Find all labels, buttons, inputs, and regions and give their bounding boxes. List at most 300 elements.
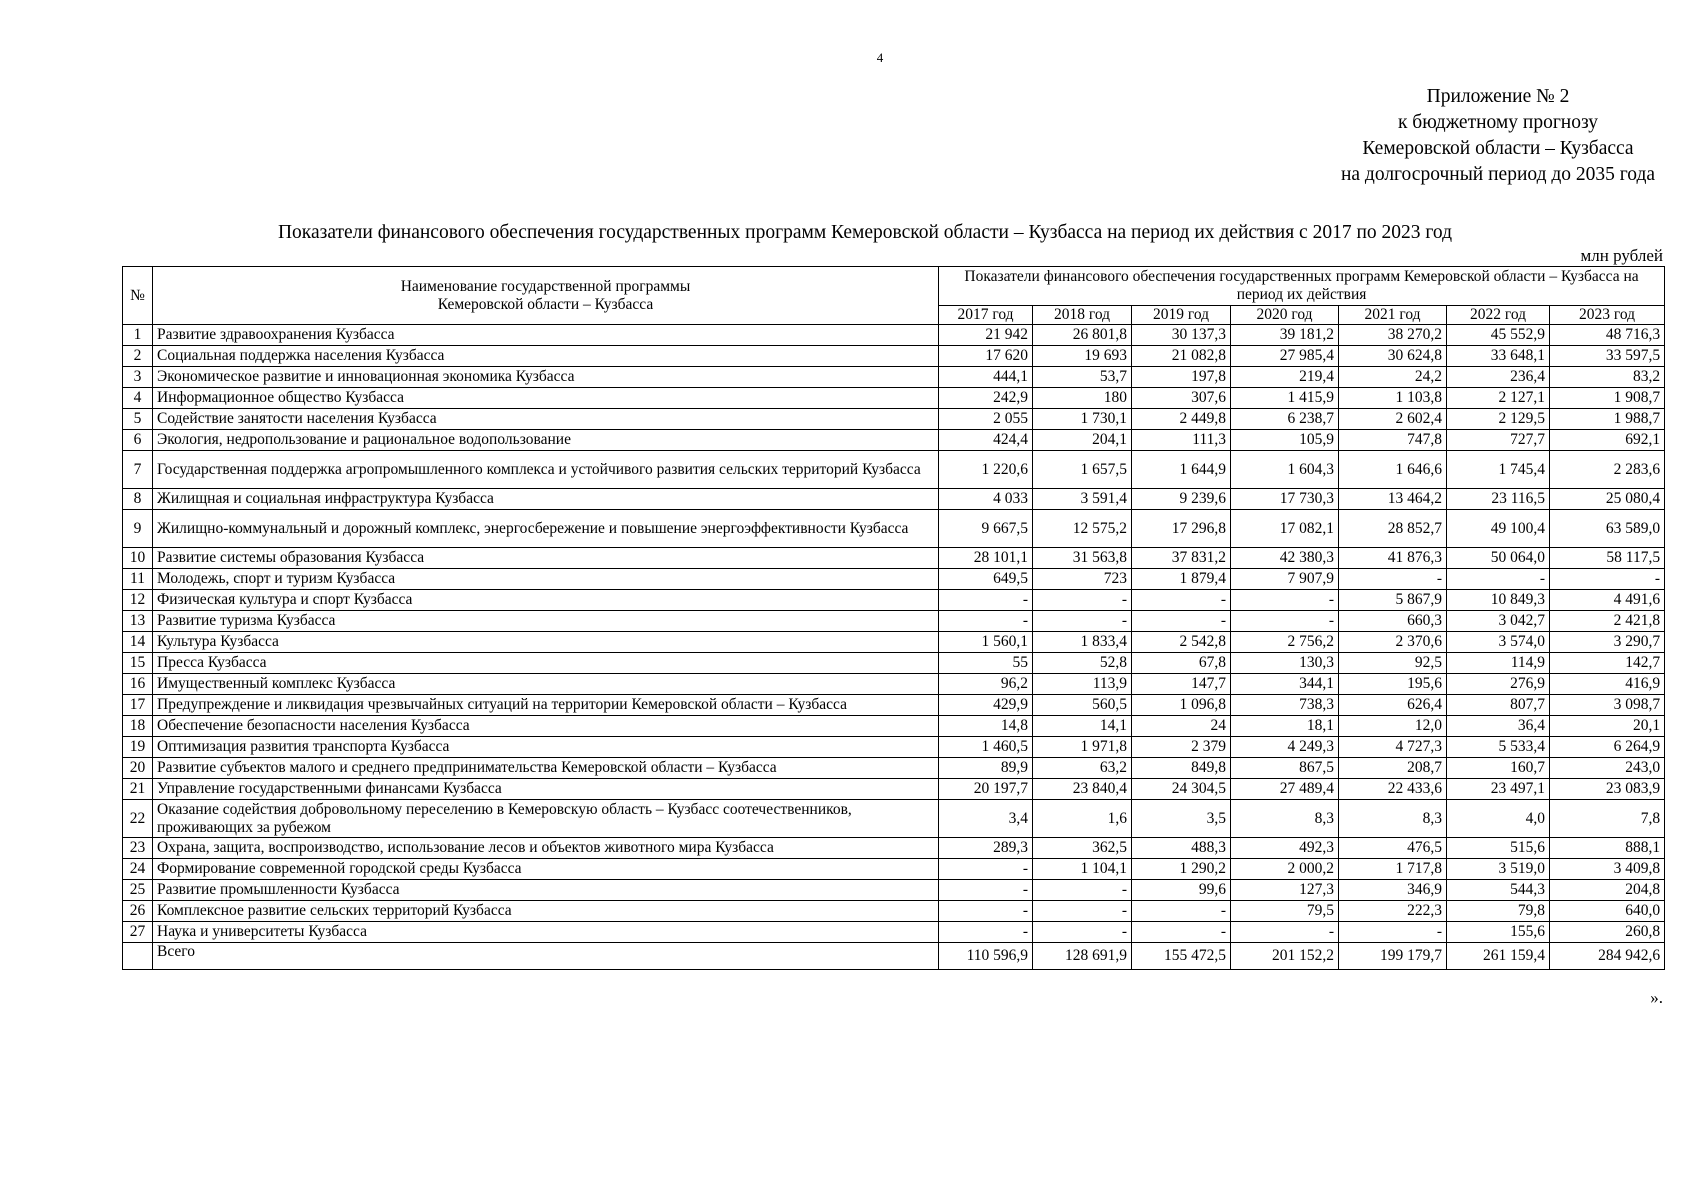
program-name: Социальная поддержка населения Кузбасса	[153, 346, 939, 367]
value-cell: 660,3	[1339, 611, 1447, 632]
value-cell: 2 055	[939, 409, 1033, 430]
value-cell: 7 907,9	[1231, 569, 1339, 590]
row-number: 9	[123, 510, 153, 548]
value-cell: 242,9	[939, 388, 1033, 409]
table-row	[123, 779, 1665, 800]
value-cell: -	[1231, 922, 1339, 943]
value-cell: 3 591,4	[1033, 489, 1132, 510]
value-cell: 31 563,8	[1033, 548, 1132, 569]
table-row	[123, 569, 1665, 590]
value-cell: 23 083,9	[1550, 779, 1665, 800]
value-cell: 39 181,2	[1231, 325, 1339, 346]
value-cell: 2 000,2	[1231, 859, 1339, 880]
value-cell: 1 717,8	[1339, 859, 1447, 880]
row-number: 15	[123, 653, 153, 674]
total-label: Всего	[153, 943, 939, 970]
value-cell: 9 239,6	[1132, 489, 1231, 510]
value-cell: 17 082,1	[1231, 510, 1339, 548]
value-cell: 204,1	[1033, 430, 1132, 451]
value-cell: 48 716,3	[1550, 325, 1665, 346]
value-cell: 5 867,9	[1339, 590, 1447, 611]
program-name: Содействие занятости населения Кузбасса	[153, 409, 939, 430]
table-row	[123, 430, 1665, 451]
value-cell: 195,6	[1339, 674, 1447, 695]
row-number: 21	[123, 779, 153, 800]
row-number: 10	[123, 548, 153, 569]
value-cell: 10 849,3	[1447, 590, 1550, 611]
header-number: №	[123, 267, 153, 325]
program-name: Оптимизация развития транспорта Кузбасса	[153, 737, 939, 758]
page-number: 4	[876, 50, 884, 65]
value-cell: 113,9	[1033, 674, 1132, 695]
value-cell: 807,7	[1447, 695, 1550, 716]
program-name: Жилищно-коммунальный и дорожный комплекс, энергосбережение и повышение энергоэффективности Кузбасса	[153, 510, 939, 548]
value-cell: 83,2	[1550, 367, 1665, 388]
document-title: Показатели финансового обеспечения государственных программ Кемеровской области – Кузбасса на период их действия с 2017 по 2023 год	[277, 222, 1453, 243]
value-cell: 27 985,4	[1231, 346, 1339, 367]
program-name: Культура Кузбасса	[153, 632, 939, 653]
header-year: 2019 год	[1132, 306, 1231, 325]
value-cell: 204,8	[1550, 880, 1665, 901]
program-name: Экология, недропользование и рациональное водопользование	[153, 430, 939, 451]
header-year: 2022 год	[1447, 306, 1550, 325]
row-number	[123, 943, 153, 970]
value-cell: 738,3	[1231, 695, 1339, 716]
row-number: 17	[123, 695, 153, 716]
value-cell: 276,9	[1447, 674, 1550, 695]
value-cell: 21 942	[939, 325, 1033, 346]
table-row	[123, 346, 1665, 367]
header-year: 2023 год	[1550, 306, 1665, 325]
value-cell: 26 801,8	[1033, 325, 1132, 346]
value-cell: 219,4	[1231, 367, 1339, 388]
program-name: Физическая культура и спорт Кузбасса	[153, 590, 939, 611]
value-cell: 488,3	[1132, 838, 1231, 859]
value-cell: 180	[1033, 388, 1132, 409]
value-cell: -	[939, 880, 1033, 901]
value-cell: 2 127,1	[1447, 388, 1550, 409]
appendix-heading	[1333, 84, 1663, 188]
program-name: Оказание содействия добровольному переселению в Кемеровскую область – Кузбасс соотечественников, проживающих за рубежом	[153, 800, 939, 838]
value-cell: 3 519,0	[1447, 859, 1550, 880]
table-row	[123, 674, 1665, 695]
row-number: 7	[123, 451, 153, 489]
value-cell: 160,7	[1447, 758, 1550, 779]
value-cell: 20 197,7	[939, 779, 1033, 800]
value-cell: 260,8	[1550, 922, 1665, 943]
program-name: Развитие промышленности Кузбасса	[153, 880, 939, 901]
value-cell: 2 370,6	[1339, 632, 1447, 653]
value-cell: 3,4	[939, 800, 1033, 838]
value-cell: 3 098,7	[1550, 695, 1665, 716]
value-cell: 1 730,1	[1033, 409, 1132, 430]
value-cell: 79,5	[1231, 901, 1339, 922]
value-cell: 429,9	[939, 695, 1033, 716]
value-cell: 30 137,3	[1132, 325, 1231, 346]
row-number: 25	[123, 880, 153, 901]
value-cell: 515,6	[1447, 838, 1550, 859]
row-number: 20	[123, 758, 153, 779]
program-name: Развитие системы образования Кузбасса	[153, 548, 939, 569]
value-cell: 3 409,8	[1550, 859, 1665, 880]
table-row	[123, 548, 1665, 569]
value-cell: 142,7	[1550, 653, 1665, 674]
total-value-cell: 110 596,9	[939, 943, 1033, 970]
value-cell: 4 491,6	[1550, 590, 1665, 611]
value-cell: 723	[1033, 569, 1132, 590]
program-name: Жилищная и социальная инфраструктура Кузбасса	[153, 489, 939, 510]
header-group: Показатели финансового обеспечения государственных программ Кемеровской области – Кузбасса на период их действия	[939, 267, 1665, 306]
value-cell: 36,4	[1447, 716, 1550, 737]
value-cell: -	[1132, 611, 1231, 632]
value-cell: 2 421,8	[1550, 611, 1665, 632]
value-cell: 2 283,6	[1550, 451, 1665, 489]
value-cell: 3 290,7	[1550, 632, 1665, 653]
value-cell: 17 730,3	[1231, 489, 1339, 510]
program-name: Комплексное развитие сельских территорий Кузбасса	[153, 901, 939, 922]
value-cell: 13 464,2	[1339, 489, 1447, 510]
value-cell: 1 988,7	[1550, 409, 1665, 430]
value-cell: 289,3	[939, 838, 1033, 859]
value-cell: 2 129,5	[1447, 409, 1550, 430]
header-year: 2018 год	[1033, 306, 1132, 325]
value-cell: -	[1132, 590, 1231, 611]
table-row	[123, 451, 1665, 489]
value-cell: 3 574,0	[1447, 632, 1550, 653]
value-cell: 127,3	[1231, 880, 1339, 901]
value-cell: 33 597,5	[1550, 346, 1665, 367]
total-row	[123, 943, 1665, 970]
value-cell: 424,4	[939, 430, 1033, 451]
program-name: Пресса Кузбасса	[153, 653, 939, 674]
program-name: Имущественный комплекс Кузбасса	[153, 674, 939, 695]
value-cell: 22 433,6	[1339, 779, 1447, 800]
value-cell: -	[1033, 880, 1132, 901]
header-year: 2017 год	[939, 306, 1033, 325]
value-cell: 92,5	[1339, 653, 1447, 674]
value-cell: 28 101,1	[939, 548, 1033, 569]
total-value-cell: 128 691,9	[1033, 943, 1132, 970]
value-cell: 24	[1132, 716, 1231, 737]
value-cell: 20,1	[1550, 716, 1665, 737]
value-cell: -	[1033, 901, 1132, 922]
value-cell: -	[939, 611, 1033, 632]
value-cell: 96,2	[939, 674, 1033, 695]
value-cell: 346,9	[1339, 880, 1447, 901]
value-cell: 747,8	[1339, 430, 1447, 451]
value-cell: 2 602,4	[1339, 409, 1447, 430]
value-cell: 727,7	[1447, 430, 1550, 451]
value-cell: 9 667,5	[939, 510, 1033, 548]
value-cell: 2 756,2	[1231, 632, 1339, 653]
value-cell: 344,1	[1231, 674, 1339, 695]
row-number: 11	[123, 569, 153, 590]
value-cell: 692,1	[1550, 430, 1665, 451]
value-cell: 53,7	[1033, 367, 1132, 388]
value-cell: 23 116,5	[1447, 489, 1550, 510]
value-cell: 19 693	[1033, 346, 1132, 367]
appendix-line: Кемеровской области – Кузбасса	[1362, 138, 1634, 159]
table-row	[123, 388, 1665, 409]
table-row	[123, 510, 1665, 548]
total-value-cell: 201 152,2	[1231, 943, 1339, 970]
value-cell: 12,0	[1339, 716, 1447, 737]
table-row	[123, 880, 1665, 901]
total-value-cell: 199 179,7	[1339, 943, 1447, 970]
value-cell: 24,2	[1339, 367, 1447, 388]
value-cell: 14,1	[1033, 716, 1132, 737]
value-cell: 105,9	[1231, 430, 1339, 451]
value-cell: -	[939, 901, 1033, 922]
header-year: 2020 год	[1231, 306, 1339, 325]
table-row	[123, 590, 1665, 611]
value-cell: 1 644,9	[1132, 451, 1231, 489]
row-number: 18	[123, 716, 153, 737]
program-name: Молодежь, спорт и туризм Кузбасса	[153, 569, 939, 590]
value-cell: 649,5	[939, 569, 1033, 590]
row-number: 27	[123, 922, 153, 943]
table-row	[123, 367, 1665, 388]
value-cell: 8,3	[1339, 800, 1447, 838]
value-cell: 416,9	[1550, 674, 1665, 695]
value-cell: -	[1033, 922, 1132, 943]
value-cell: 888,1	[1550, 838, 1665, 859]
value-cell: 25 080,4	[1550, 489, 1665, 510]
row-number: 1	[123, 325, 153, 346]
financing-table	[122, 266, 1665, 970]
row-number: 23	[123, 838, 153, 859]
row-number: 13	[123, 611, 153, 632]
value-cell: 236,4	[1447, 367, 1550, 388]
header-year: 2021 год	[1339, 306, 1447, 325]
value-cell: 17 620	[939, 346, 1033, 367]
program-name: Наука и университеты Кузбасса	[153, 922, 939, 943]
value-cell: 849,8	[1132, 758, 1231, 779]
value-cell: 476,5	[1339, 838, 1447, 859]
value-cell: 23 497,1	[1447, 779, 1550, 800]
appendix-line: на долгосрочный период до 2035 года	[1340, 164, 1656, 185]
value-cell: 111,3	[1132, 430, 1231, 451]
value-cell: 1 971,8	[1033, 737, 1132, 758]
value-cell: 18,1	[1231, 716, 1339, 737]
value-cell: -	[939, 859, 1033, 880]
table-row	[123, 716, 1665, 737]
value-cell: 30 624,8	[1339, 346, 1447, 367]
value-cell: -	[1339, 569, 1447, 590]
value-cell: 41 876,3	[1339, 548, 1447, 569]
value-cell: 1 096,8	[1132, 695, 1231, 716]
row-number: 19	[123, 737, 153, 758]
value-cell: 42 380,3	[1231, 548, 1339, 569]
value-cell: 99,6	[1132, 880, 1231, 901]
value-cell: 1 879,4	[1132, 569, 1231, 590]
value-cell: 1 745,4	[1447, 451, 1550, 489]
value-cell: -	[1339, 922, 1447, 943]
value-cell: 362,5	[1033, 838, 1132, 859]
table-row	[123, 653, 1665, 674]
table-row	[123, 800, 1665, 838]
value-cell: 4 033	[939, 489, 1033, 510]
value-cell: 14,8	[939, 716, 1033, 737]
table-row	[123, 325, 1665, 346]
row-number: 12	[123, 590, 153, 611]
value-cell: 444,1	[939, 367, 1033, 388]
value-cell: 114,9	[1447, 653, 1550, 674]
value-cell: 1 604,3	[1231, 451, 1339, 489]
row-number: 24	[123, 859, 153, 880]
value-cell: 640,0	[1550, 901, 1665, 922]
value-cell: -	[1231, 590, 1339, 611]
value-cell: 2 542,8	[1132, 632, 1231, 653]
value-cell: 197,8	[1132, 367, 1231, 388]
value-cell: 63,2	[1033, 758, 1132, 779]
value-cell: 21 082,8	[1132, 346, 1231, 367]
table-row	[123, 737, 1665, 758]
value-cell: 1 460,5	[939, 737, 1033, 758]
value-cell: 222,3	[1339, 901, 1447, 922]
program-name: Развитие туризма Кузбасса	[153, 611, 939, 632]
program-name: Предупреждение и ликвидация чрезвычайных ситуаций на территории Кемеровской области – Кузбасса	[153, 695, 939, 716]
value-cell: 6 264,9	[1550, 737, 1665, 758]
value-cell: 155,6	[1447, 922, 1550, 943]
value-cell: 208,7	[1339, 758, 1447, 779]
value-cell: 37 831,2	[1132, 548, 1231, 569]
value-cell: 130,3	[1231, 653, 1339, 674]
unit-label: млн рублей	[1580, 246, 1663, 265]
value-cell: 27 489,4	[1231, 779, 1339, 800]
table-row	[123, 632, 1665, 653]
value-cell: -	[1033, 590, 1132, 611]
value-cell: -	[1132, 922, 1231, 943]
value-cell: 1,6	[1033, 800, 1132, 838]
value-cell: 5 533,4	[1447, 737, 1550, 758]
header-program-name: Наименование государственной программы Кемеровской области – Кузбасса	[153, 267, 939, 325]
value-cell: 560,5	[1033, 695, 1132, 716]
value-cell: 4 249,3	[1231, 737, 1339, 758]
row-number: 22	[123, 800, 153, 838]
program-name: Управление государственными финансами Кузбасса	[153, 779, 939, 800]
appendix-line: Приложение № 2	[1426, 86, 1570, 107]
value-cell: 58 117,5	[1550, 548, 1665, 569]
value-cell: -	[1447, 569, 1550, 590]
value-cell: 1 560,1	[939, 632, 1033, 653]
value-cell: 1 657,5	[1033, 451, 1132, 489]
table-row	[123, 901, 1665, 922]
value-cell: 307,6	[1132, 388, 1231, 409]
row-number: 2	[123, 346, 153, 367]
value-cell: 4,0	[1447, 800, 1550, 838]
closing-quote: ».	[1650, 988, 1663, 1007]
value-cell: 12 575,2	[1033, 510, 1132, 548]
value-cell: 492,3	[1231, 838, 1339, 859]
row-number: 14	[123, 632, 153, 653]
program-name: Развитие субъектов малого и среднего предпринимательства Кемеровской области – Кузбасса	[153, 758, 939, 779]
row-number: 6	[123, 430, 153, 451]
table-row	[123, 611, 1665, 632]
value-cell: 28 852,7	[1339, 510, 1447, 548]
value-cell: 1 104,1	[1033, 859, 1132, 880]
row-number: 26	[123, 901, 153, 922]
value-cell: 2 449,8	[1132, 409, 1231, 430]
value-cell: 23 840,4	[1033, 779, 1132, 800]
program-name: Обеспечение безопасности населения Кузбасса	[153, 716, 939, 737]
value-cell: 24 304,5	[1132, 779, 1231, 800]
value-cell: 3,5	[1132, 800, 1231, 838]
program-name: Охрана, защита, воспроизводство, использование лесов и объектов животного мира Кузбасса	[153, 838, 939, 859]
value-cell: 1 103,8	[1339, 388, 1447, 409]
program-name: Государственная поддержка агропромышленного комплекса и устойчивого развития сельских территорий Кузбасса	[153, 451, 939, 489]
row-number: 16	[123, 674, 153, 695]
value-cell: 867,5	[1231, 758, 1339, 779]
value-cell: 626,4	[1339, 695, 1447, 716]
table-row	[123, 859, 1665, 880]
program-name: Экономическое развитие и инновационная экономика Кузбасса	[153, 367, 939, 388]
value-cell: 52,8	[1033, 653, 1132, 674]
value-cell: 33 648,1	[1447, 346, 1550, 367]
value-cell: 147,7	[1132, 674, 1231, 695]
total-value-cell: 155 472,5	[1132, 943, 1231, 970]
program-name: Информационное общество Кузбасса	[153, 388, 939, 409]
value-cell: 50 064,0	[1447, 548, 1550, 569]
value-cell: 89,9	[939, 758, 1033, 779]
value-cell: 8,3	[1231, 800, 1339, 838]
value-cell: -	[1550, 569, 1665, 590]
value-cell: 63 589,0	[1550, 510, 1665, 548]
program-name: Развитие здравоохранения Кузбасса	[153, 325, 939, 346]
table-row	[123, 758, 1665, 779]
appendix-line: к бюджетному прогнозу	[1397, 112, 1599, 133]
table-row	[123, 489, 1665, 510]
row-number: 5	[123, 409, 153, 430]
value-cell: 38 270,2	[1339, 325, 1447, 346]
row-number: 4	[123, 388, 153, 409]
program-name: Формирование современной городской среды Кузбасса	[153, 859, 939, 880]
value-cell: 544,3	[1447, 880, 1550, 901]
value-cell: -	[939, 590, 1033, 611]
row-number: 8	[123, 489, 153, 510]
value-cell: 2 379	[1132, 737, 1231, 758]
value-cell: 1 908,7	[1550, 388, 1665, 409]
value-cell: 4 727,3	[1339, 737, 1447, 758]
table-row	[123, 922, 1665, 943]
value-cell: 1 833,4	[1033, 632, 1132, 653]
value-cell: 6 238,7	[1231, 409, 1339, 430]
table-row	[123, 695, 1665, 716]
value-cell: 55	[939, 653, 1033, 674]
value-cell: 49 100,4	[1447, 510, 1550, 548]
value-cell: -	[1033, 611, 1132, 632]
table-body	[123, 325, 1665, 970]
table-row	[123, 838, 1665, 859]
value-cell: 3 042,7	[1447, 611, 1550, 632]
value-cell: 79,8	[1447, 901, 1550, 922]
value-cell: 1 415,9	[1231, 388, 1339, 409]
value-cell: 243,0	[1550, 758, 1665, 779]
total-value-cell: 261 159,4	[1447, 943, 1550, 970]
total-value-cell: 284 942,6	[1550, 943, 1665, 970]
value-cell: -	[1132, 901, 1231, 922]
row-number: 3	[123, 367, 153, 388]
value-cell: 45 552,9	[1447, 325, 1550, 346]
table-row	[123, 409, 1665, 430]
value-cell: 1 646,6	[1339, 451, 1447, 489]
value-cell: 1 290,2	[1132, 859, 1231, 880]
value-cell: -	[1231, 611, 1339, 632]
value-cell: -	[939, 922, 1033, 943]
value-cell: 67,8	[1132, 653, 1231, 674]
value-cell: 7,8	[1550, 800, 1665, 838]
value-cell: 1 220,6	[939, 451, 1033, 489]
